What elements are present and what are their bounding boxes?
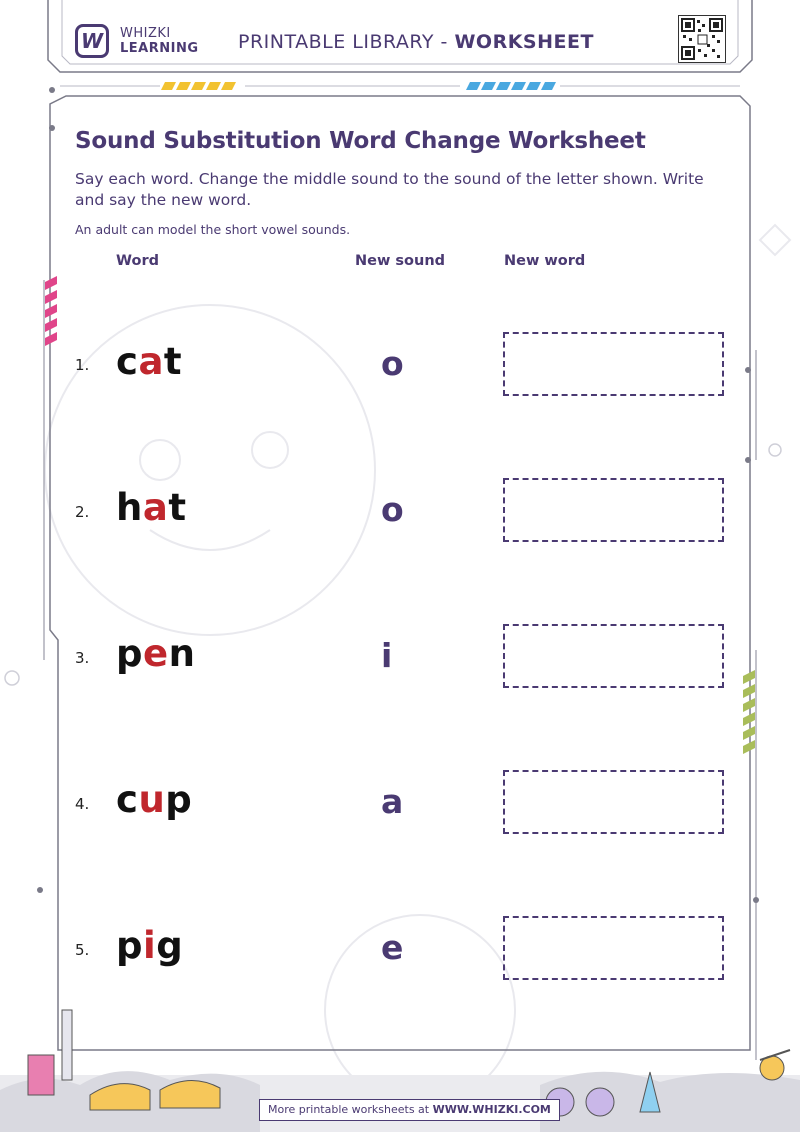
- worksheet-title: Sound Substitution Word Change Worksheet: [75, 128, 646, 154]
- column-header-new-sound: New sound: [355, 253, 446, 269]
- word-start: h: [116, 486, 143, 529]
- new-word-answer-box[interactable]: [503, 478, 724, 542]
- word-middle-letter: a: [142, 486, 169, 529]
- column-header-new-word: New word: [504, 253, 586, 269]
- word: [116, 778, 192, 821]
- footer-url[interactable]: WWW.WHIZKI.COM: [432, 1103, 551, 1116]
- new-sound-letter: e: [381, 928, 404, 967]
- row-number: 2.: [75, 503, 90, 521]
- word-start: p: [116, 924, 143, 967]
- footer-link[interactable]: [259, 1099, 560, 1121]
- new-word-answer-box[interactable]: [503, 332, 724, 396]
- word: [116, 486, 187, 529]
- new-word-answer-box[interactable]: [503, 770, 724, 834]
- brand-line-1: WHIZKI: [120, 26, 171, 41]
- new-sound-letter: o: [381, 490, 404, 529]
- adult-note: An adult can model the short vowel sounds.: [75, 222, 351, 237]
- word-end: t: [168, 486, 187, 529]
- library-prefix: PRINTABLE LIBRARY -: [238, 31, 455, 53]
- brand-line-2: LEARNING: [120, 41, 199, 56]
- word-end: p: [165, 778, 193, 821]
- word-end: n: [168, 632, 196, 675]
- library-type: WORKSHEET: [454, 31, 594, 53]
- footer-prefix: More printable worksheets at: [268, 1103, 433, 1116]
- new-sound-letter: i: [381, 636, 393, 675]
- word-middle-letter: u: [138, 778, 166, 821]
- new-sound-letter: a: [381, 782, 404, 821]
- word-end: t: [163, 340, 183, 383]
- word-end: g: [156, 924, 184, 967]
- column-header-word: Word: [116, 253, 159, 269]
- library-title: [238, 31, 594, 53]
- word-start: c: [116, 778, 139, 821]
- word: [116, 632, 195, 675]
- qr-code-icon: [678, 15, 726, 63]
- word-start: c: [116, 340, 139, 383]
- row-number: 5.: [75, 941, 90, 959]
- row-number: 4.: [75, 795, 90, 813]
- new-sound-letter: o: [381, 344, 404, 383]
- word: [116, 340, 182, 383]
- word-middle-letter: e: [143, 632, 169, 675]
- row-number: 1.: [75, 356, 90, 374]
- brand-logo-icon: W: [75, 24, 109, 58]
- word-middle-letter: i: [143, 924, 157, 967]
- new-word-answer-box[interactable]: [503, 624, 724, 688]
- worksheet-instructions: Say each word. Change the middle sound to the sound of the letter shown. Write and say the new word.: [75, 170, 704, 209]
- word-middle-letter: a: [138, 340, 164, 383]
- word-start: p: [116, 632, 143, 675]
- new-word-answer-box[interactable]: [503, 916, 724, 980]
- brand-name: [120, 26, 199, 56]
- word: [116, 924, 183, 967]
- row-number: 3.: [75, 649, 90, 667]
